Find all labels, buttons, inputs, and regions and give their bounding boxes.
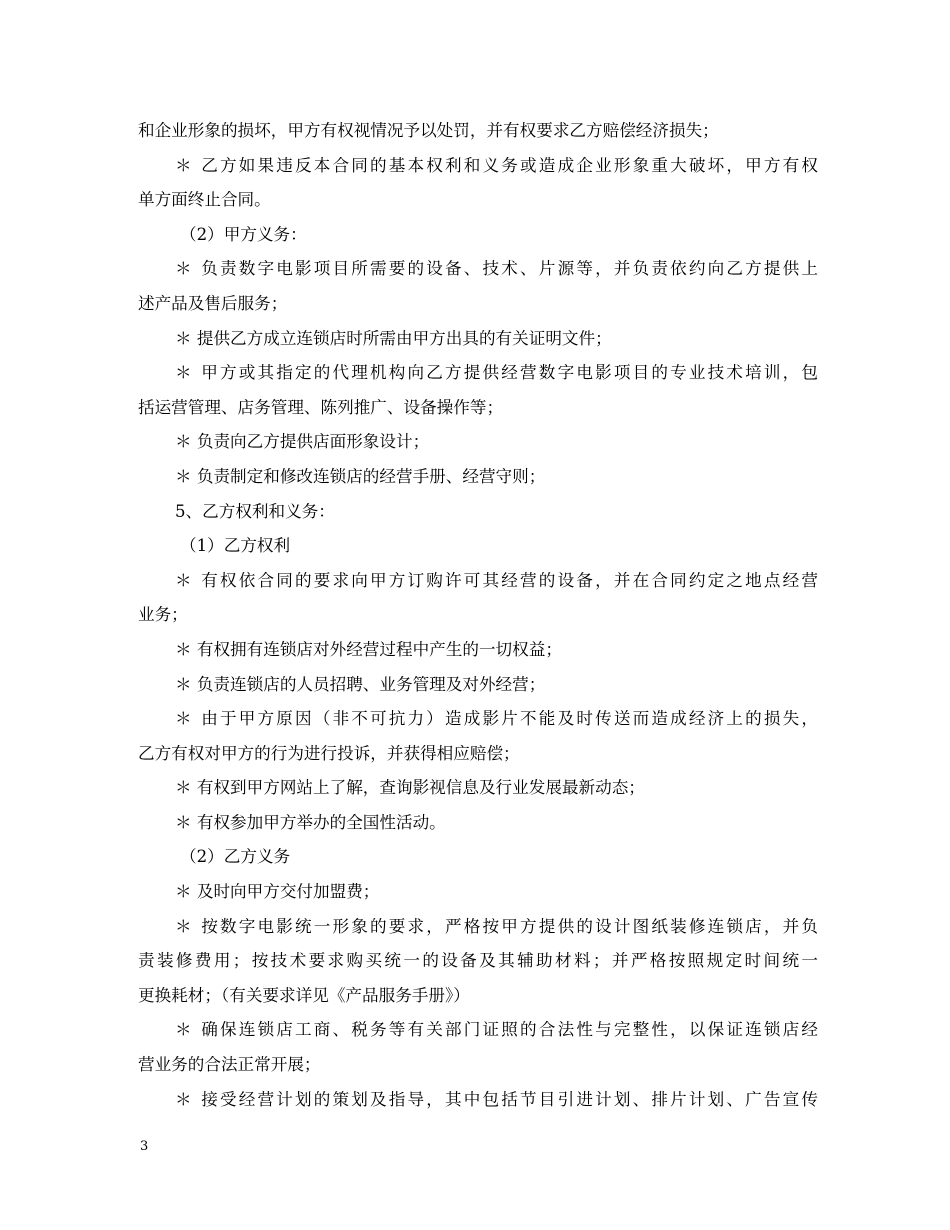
text-line: 单方面终止合同。: [138, 190, 271, 210]
text-line: ＊ 提供乙方成立连锁店时所需由甲方出具的有关证明文件；: [175, 328, 612, 348]
text-line: ＊ 按数字电影统一形象的要求，严格按甲方提供的设计图纸装修连锁店，并负: [175, 916, 818, 936]
text-line: ＊ 甲方或其指定的代理机构向乙方提供经营数字电影项目的专业技术培训，包: [175, 363, 818, 383]
text-line: 述产品及售后服务；: [138, 293, 288, 313]
text-line: ＊ 负责数字电影项目所需要的设备、技术、片源等，并负责依约向乙方提供上: [175, 259, 818, 279]
page-number: 3: [140, 1139, 149, 1154]
text-line: ＊ 由于甲方原因（非不可抗力）造成影片不能及时传送而造成经济上的损失，: [175, 709, 818, 729]
text-line: ＊ 有权依合同的要求向甲方订购许可其经营的设备，并在合同约定之地点经营: [175, 570, 818, 590]
text-line: ＊ 负责向乙方提供店面形象设计；: [175, 432, 430, 452]
text-line: ＊ 负责制定和修改连锁店的经营手册、经营守则；: [175, 466, 546, 486]
text-line: ＊ 有权参加甲方举办的全国性活动。: [175, 812, 446, 832]
text-line: 和企业形象的损坏，甲方有权视情况予以处罚，并有权要求乙方赔偿经济损失；: [138, 121, 719, 140]
text-line: 营业务的合法正常开展；: [138, 1055, 321, 1075]
text-line: ＊ 有权到甲方网站上了解，查询影视信息及行业发展最新动态；: [175, 778, 645, 798]
text-line: （2）甲方义务：: [180, 224, 307, 244]
text-line: 5、乙方权利和义务：: [175, 501, 335, 521]
text-line: ＊ 乙方如果违反本合同的基本权利和义务或造成企业形象重大破坏，甲方有权: [175, 155, 818, 175]
text-line: （1）乙方权利: [180, 536, 291, 556]
text-line: 责装修费用；按技术要求购买统一的设备及其辅助材料；并严格按照规定时间统一: [138, 951, 818, 971]
text-line: 业务；: [138, 605, 188, 625]
text-line: ＊ 有权拥有连锁店对外经营过程中产生的一切权益；: [175, 639, 562, 659]
document-body: [138, 114, 818, 1117]
text-line: ＊ 及时向甲方交付加盟费；: [175, 882, 380, 902]
text-line: 更换耗材；（有关要求详见《产品服务手册》）: [138, 985, 470, 1005]
text-line: （2）乙方义务: [180, 847, 291, 867]
text-line: ＊ 负责连锁店的人员招聘、业务管理及对外经营；: [175, 674, 546, 694]
text-line: ＊ 确保连锁店工商、税务等有关部门证照的合法性与完整性，以保证连锁店经: [175, 1020, 818, 1040]
text-line: 乙方有权对甲方的行为进行投诉，并获得相应赔偿；: [138, 743, 520, 763]
text-line: 括运营管理、店务管理、陈列推广、设备操作等；: [138, 397, 504, 417]
text-line: ＊ 接受经营计划的策划及指导，其中包括节目引进计划、排片计划、广告宣传: [175, 1089, 818, 1109]
